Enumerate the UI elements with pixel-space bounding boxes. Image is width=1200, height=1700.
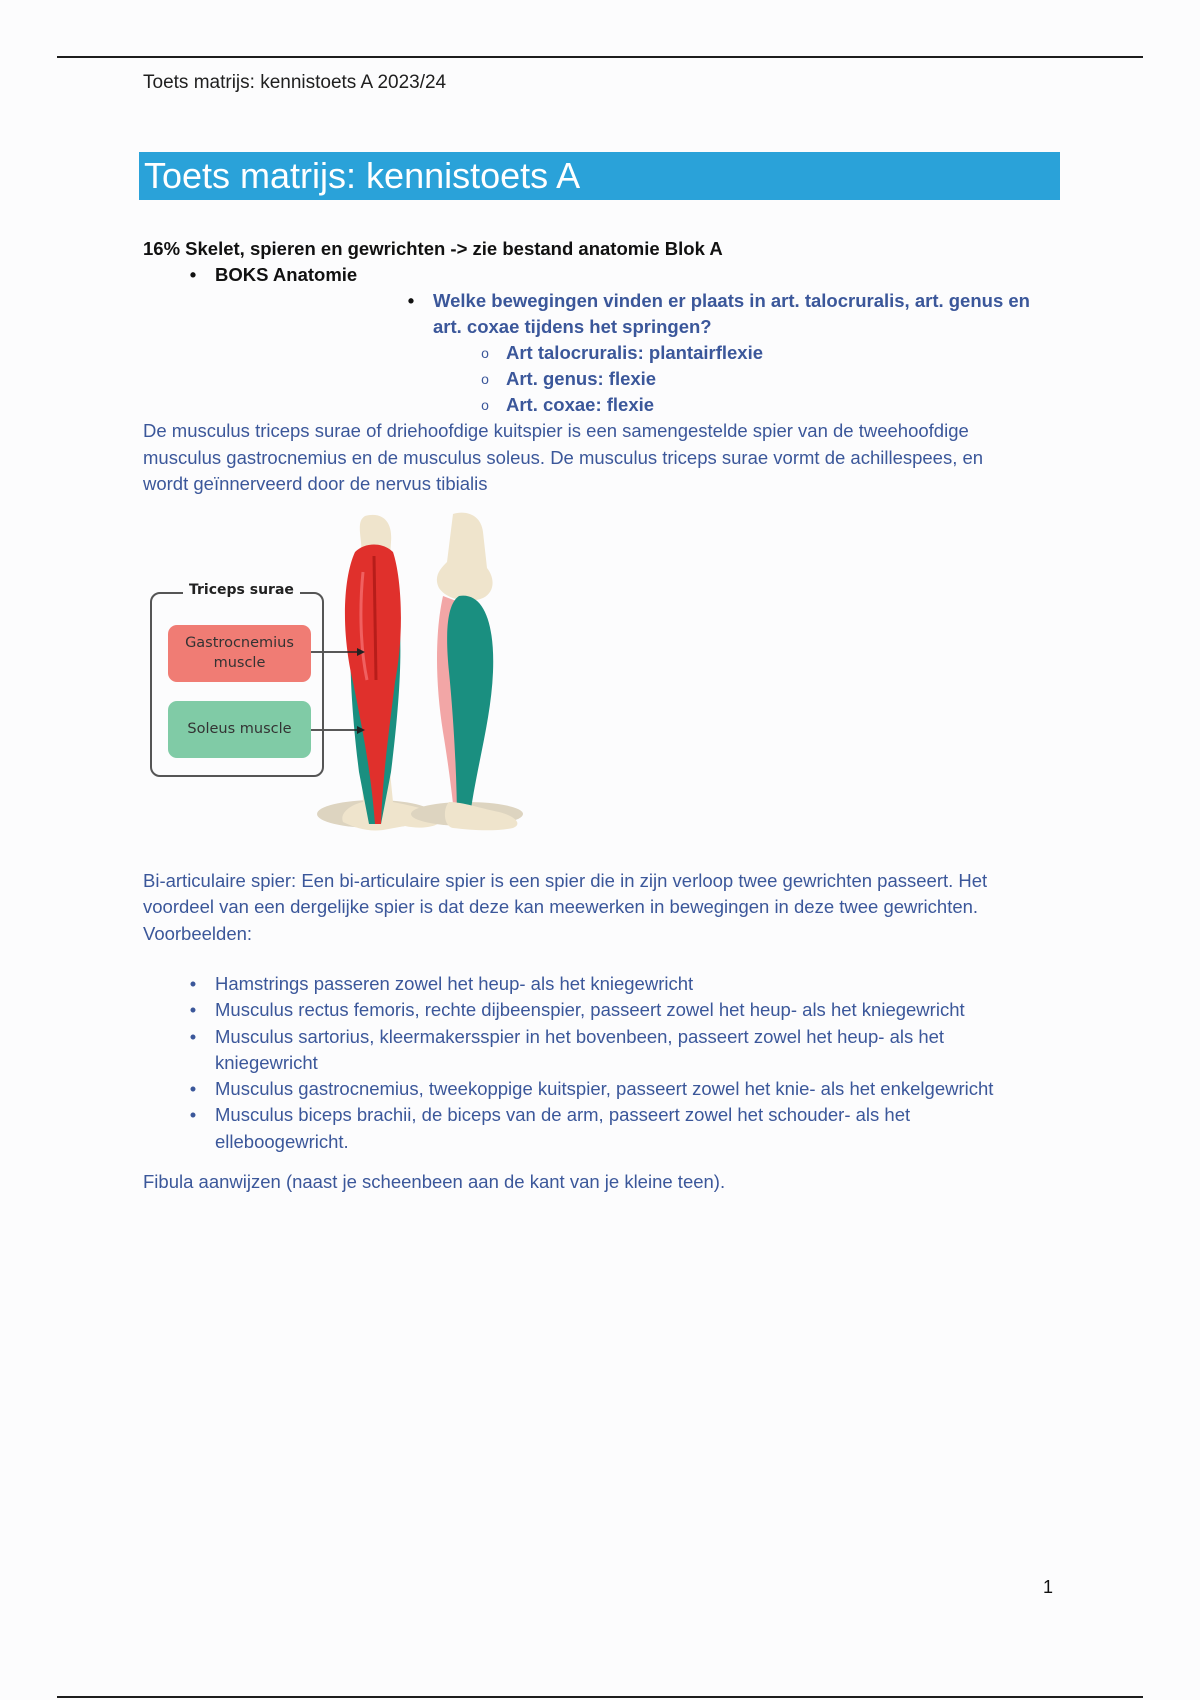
section-heading: 16% Skelet, spieren en gewrichten -> zie bestand anatomie Blok A: [143, 238, 723, 259]
paragraph-line: voordeel van een dergelijke spier is dat deze kan meewerken in bewegingen in deze twee gewrichten.: [143, 896, 979, 917]
intro-paragraph: [143, 418, 1063, 498]
list-item-text: Musculus rectus femoris, rechte dijbeenspier, passeert zowel het heup- als het kniegewricht: [215, 999, 965, 1021]
list-item: [143, 971, 1063, 997]
list-item-text: Musculus gastrocnemius, tweekoppige kuitspier, passeert zowel het knie- als het enkelgewricht: [215, 1078, 994, 1100]
answer-item: [143, 340, 1063, 366]
bullet-icon: •: [189, 264, 197, 285]
list-item-boks: [143, 262, 1063, 288]
bullet-icon: •: [189, 973, 197, 994]
question-item: [143, 288, 1063, 340]
bullet-icon: •: [407, 290, 415, 311]
answer-item: [143, 366, 1063, 392]
list-item-text: kniegewricht: [215, 1051, 318, 1073]
list-item-text: elleboogewricht.: [215, 1130, 349, 1152]
list-item: [143, 1024, 1063, 1077]
list-item-text: Musculus biceps brachii, de biceps van de arm, passeert zowel het schouder- als het: [215, 1104, 911, 1126]
paragraph-line: wordt geïnnerveerd door de nervus tibialis: [143, 473, 488, 494]
header-rule: [57, 56, 1143, 58]
paragraph-line: De musculus triceps surae of driehoofdige kuitspier is een samengestelde spier van de tweehoofdige: [143, 420, 969, 441]
paragraph-line: Bi-articulaire spier: Een bi-articulaire spier is een spier die in zijn verloop twee gewrichten passeert. Het: [143, 869, 988, 891]
examples-list: [143, 971, 1063, 1155]
document-title-bar: [139, 152, 1060, 200]
closing-paragraph: Fibula aanwijzen (naast je scheenbeen aan de kant van je kleine teen).: [143, 1171, 726, 1193]
list-item: [143, 997, 1063, 1023]
paragraph-line: Voorbeelden:: [143, 922, 253, 944]
triceps-surae-figure: [143, 512, 583, 850]
document-body: [143, 236, 1063, 1195]
bullet-icon: •: [189, 1078, 197, 1100]
footer-rule: [57, 1696, 1143, 1698]
answer-text: Art. genus: flexie: [506, 368, 657, 389]
list-item-text: Hamstrings passeren zowel het heup- als het kniegewricht: [215, 973, 694, 994]
list-item-text: Musculus sartorius, kleermakersspier in het bovenbeen, passeert zowel het heup- als het: [215, 1025, 945, 1047]
bullet-icon: •: [189, 999, 197, 1021]
legend-title: Triceps surae: [183, 582, 300, 598]
list-item: [143, 1102, 1063, 1155]
answer-text: Art talocruralis: plantairflexie: [506, 342, 764, 363]
question-line: art. coxae tijdens het springen?: [433, 316, 712, 337]
question-line: Welke bewegingen vinden er plaats in art. talocruralis, art. genus en: [433, 290, 1030, 311]
paragraph-line: musculus gastrocnemius en de musculus soleus. De musculus triceps surae vormt de achillespees, en: [143, 446, 984, 468]
document-title: Toets matrijs: kennistoets A: [144, 155, 581, 196]
gastrocnemius-label-line: Gastrocnemius: [185, 635, 294, 651]
page-number: 1: [1043, 1577, 1054, 1597]
soleus-label: Soleus muscle: [168, 701, 311, 758]
leg-posterior-view: [317, 514, 441, 830]
gastrocnemius-label-line: muscle: [213, 655, 266, 671]
bullet-icon: •: [189, 1104, 197, 1126]
gastrocnemius-label: [168, 625, 311, 682]
list-item-label: BOKS Anatomie: [215, 264, 358, 285]
list-item: [143, 1076, 1063, 1102]
answer-item: [143, 392, 1063, 418]
circle-bullet-icon: o: [481, 397, 489, 413]
running-header: Toets matrijs: kennistoets A 2023/24: [143, 72, 447, 93]
biarticular-paragraph: [143, 868, 1063, 948]
leg-side-view: [411, 512, 523, 830]
bullet-icon: •: [189, 1025, 197, 1047]
circle-bullet-icon: o: [481, 345, 489, 361]
circle-bullet-icon: o: [481, 371, 489, 387]
answer-text: Art. coxae: flexie: [506, 394, 655, 415]
